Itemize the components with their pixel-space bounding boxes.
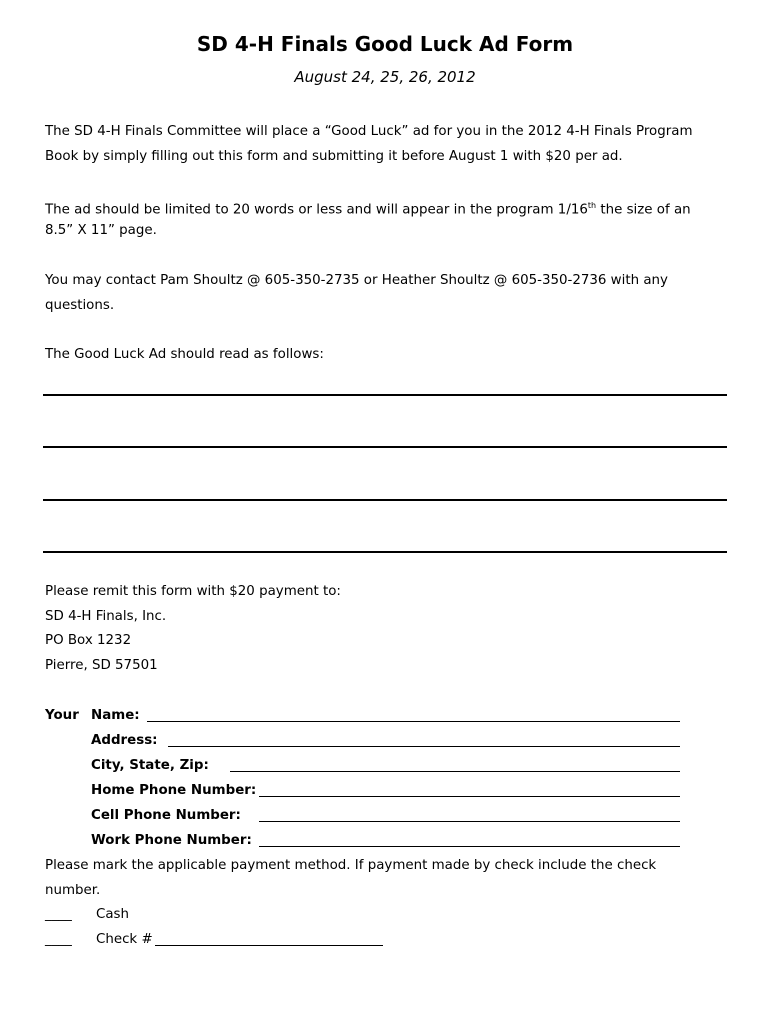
payment-instructions-1: Please mark the applicable payment method. If payment made by check include the check [45, 858, 657, 873]
ad-text-line-3[interactable] [43, 499, 727, 501]
address-label: Address: [91, 733, 158, 748]
home-phone-field[interactable] [259, 796, 680, 797]
ad-limit-line-2: 8.5” X 11” page. [45, 223, 157, 238]
name-label: Name: [91, 708, 140, 723]
ad-prompt: The Good Luck Ad should read as follows: [45, 347, 324, 362]
ad-limit-text-b: the size of an [596, 202, 691, 218]
remit-po-box: PO Box 1232 [45, 633, 132, 648]
contact-line-2: questions. [45, 298, 115, 313]
work-phone-label: Work Phone Number: [91, 833, 252, 848]
contact-line-1: You may contact Pam Shoultz @ 605-350-2735 or Heather Shoultz @ 605-350-2736 with any [45, 273, 668, 288]
work-phone-field[interactable] [259, 846, 680, 847]
address-field[interactable] [168, 746, 680, 747]
ad-limit-text-a: The ad should be limited to 20 words or less and will appear in the program 1/16 [45, 202, 588, 218]
your-label: Your [45, 708, 79, 723]
check-label: Check # [96, 932, 153, 947]
remit-org: SD 4-H Finals, Inc. [45, 609, 167, 624]
ad-text-line-4[interactable] [43, 551, 727, 553]
ad-limit-superscript: th [587, 201, 597, 210]
cell-phone-field[interactable] [259, 821, 680, 822]
event-dates: August 24, 25, 26, 2012 [294, 68, 476, 86]
city-state-zip-label: City, State, Zip: [91, 758, 209, 773]
form-title: SD 4-H Finals Good Luck Ad Form [196, 32, 574, 56]
check-number-field[interactable] [155, 945, 383, 946]
payment-instructions-2: number. [45, 883, 101, 898]
home-phone-label: Home Phone Number: [91, 783, 257, 798]
name-field[interactable] [147, 721, 680, 722]
intro-line-2: Book by simply filling out this form and submitting it before August 1 with $20 per ad. [45, 149, 623, 164]
remit-city: Pierre, SD 57501 [45, 658, 158, 673]
cash-label: Cash [96, 907, 130, 922]
intro-line-1: The SD 4-H Finals Committee will place a “Good Luck” ad for you in the 2012 4-H Finals Program [45, 124, 693, 139]
city-state-zip-field[interactable] [230, 771, 680, 772]
ad-text-line-2[interactable] [43, 446, 727, 448]
cash-blank[interactable]: ____ [45, 907, 72, 922]
remit-instructions: Please remit this form with $20 payment to: [45, 584, 341, 599]
ad-text-line-1[interactable] [43, 394, 727, 396]
cell-phone-label: Cell Phone Number: [91, 808, 241, 823]
check-blank[interactable]: ____ [45, 932, 72, 947]
